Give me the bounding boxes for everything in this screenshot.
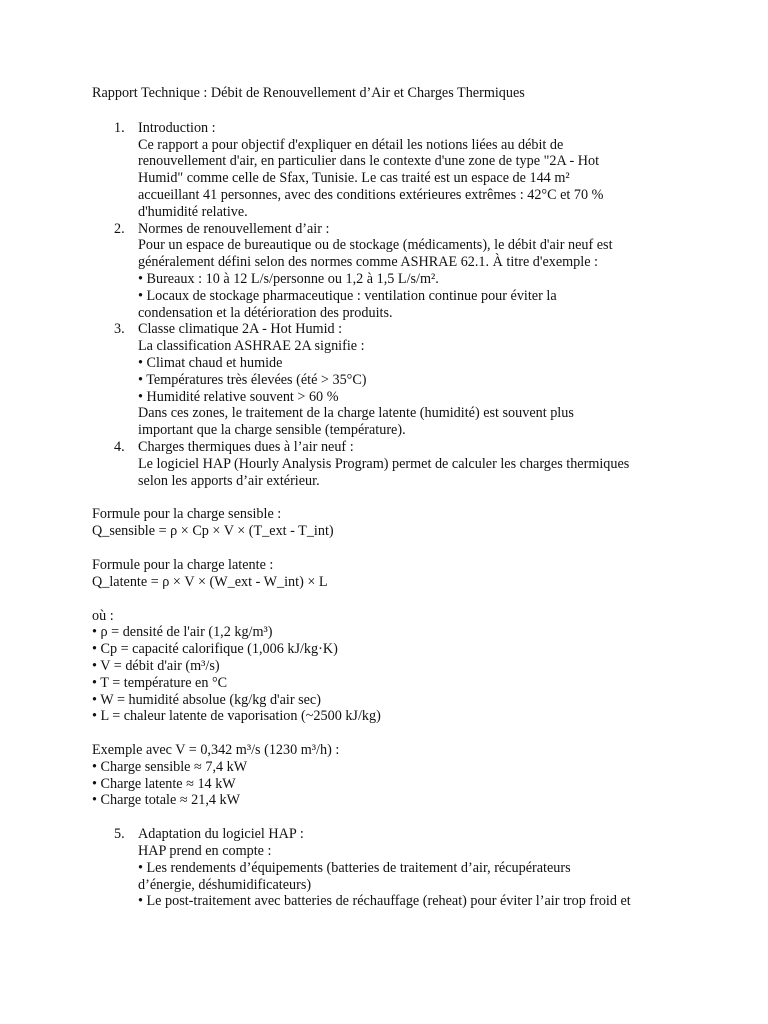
legend-item: • V = débit d'air (m³/s) [92, 657, 220, 674]
section-line: • Climat chaud et humide [138, 354, 283, 371]
example-label: Exemple avec V = 0,342 m³/s (1230 m³/h) : [92, 742, 340, 759]
section-number: 5. [114, 826, 125, 843]
section-line: Ce rapport a pour objectif d'expliquer en détail les notions liées au débit de [138, 136, 564, 153]
legend-item: • Cp = capacité calorifique (1,006 kJ/kg·K) [92, 641, 338, 658]
legend-label: où : [92, 607, 114, 624]
section-line: Pour un espace de bureautique ou de stockage (médicaments), le débit d'air neuf est [138, 237, 613, 254]
section-normes [92, 221, 692, 322]
section-line: Humid" comme celle de Sfax, Tunisie. Le cas traité est un espace de 144 m² [138, 170, 570, 187]
section-heading: Classe climatique 2A - Hot Humid : [138, 321, 343, 338]
section-number: 3. [114, 321, 125, 338]
example-item: • Charge totale ≈ 21,4 kW [92, 792, 241, 809]
section-line: La classification ASHRAE 2A signifie : [138, 338, 365, 355]
section-line: Dans ces zones, le traitement de la charge latente (humidité) est souvent plus [138, 405, 574, 422]
section-heading: Introduction : [138, 119, 216, 136]
section-line: renouvellement d'air, en particulier dans le contexte d'une zone de type "2A - Hot [138, 153, 600, 170]
example-item: • Charge sensible ≈ 7,4 kW [92, 758, 248, 775]
sensible-formula-block [92, 506, 692, 540]
legend-item: • W = humidité absolue (kg/kg d'air sec) [92, 691, 321, 708]
section-charges-thermiques [92, 439, 692, 489]
variables-legend [92, 608, 692, 726]
section-heading: Normes de renouvellement d’air : [138, 220, 330, 237]
latent-formula: Q_latente = ρ × V × (W_ext - W_int) × L [92, 573, 328, 590]
section-introduction [92, 120, 692, 221]
section-line: Le logiciel HAP (Hourly Analysis Program) permet de calculer les charges thermiques [138, 455, 630, 472]
document-page [92, 85, 692, 910]
section-line: • Humidité relative souvent > 60 % [138, 388, 339, 405]
section-line: généralement défini selon des normes comme ASHRAE 62.1. À titre d'exemple : [138, 254, 598, 271]
legend-item: • ρ = densité de l'air (1,2 kg/m³) [92, 624, 273, 641]
section-heading: Adaptation du logiciel HAP : [138, 826, 304, 843]
section-line: • Températures très élevées (été > 35°C) [138, 371, 367, 388]
section-line: selon les apports d’air extérieur. [138, 472, 320, 489]
numbered-sections [92, 120, 692, 490]
section-number: 4. [114, 438, 125, 455]
document-title: Rapport Technique : Débit de Renouvellement d’Air et Charges Thermiques [92, 85, 525, 101]
section-line: d’énergie, déshumidificateurs) [138, 876, 312, 893]
section-classe-climatique [92, 321, 692, 439]
section-line: condensation et la détérioration des produits. [138, 304, 393, 321]
latent-formula-label: Formule pour la charge latente : [92, 556, 274, 573]
section-line: important que la charge sensible (température). [138, 422, 406, 439]
section-line: • Locaux de stockage pharmaceutique : ventilation continue pour éviter la [138, 287, 557, 304]
example-item: • Charge latente ≈ 14 kW [92, 775, 236, 792]
sensible-formula-label: Formule pour la charge sensible : [92, 506, 282, 523]
sensible-formula: Q_sensible = ρ × Cp × V × (T_ext - T_int) [92, 523, 334, 540]
legend-item: • T = température en °C [92, 674, 228, 691]
legend-item: • L = chaleur latente de vaporisation (~2500 kJ/kg) [92, 708, 381, 725]
section-line: • Le post-traitement avec batteries de réchauffage (reheat) pour éviter l’air trop froid et [138, 893, 631, 910]
section-line: HAP prend en compte : [138, 843, 272, 860]
latent-formula-block [92, 557, 692, 591]
section-adaptation-hap [92, 826, 692, 910]
section-number: 2. [114, 220, 125, 237]
section-line: accueillant 41 personnes, avec des conditions extérieures extrêmes : 42°C et 70 % [138, 186, 604, 203]
section-line: d'humidité relative. [138, 203, 248, 220]
numbered-sections-continued [92, 826, 692, 910]
section-heading: Charges thermiques dues à l’air neuf : [138, 438, 354, 455]
example-block [92, 742, 692, 809]
section-line: • Les rendements d’équipements (batteries de traitement d’air, récupérateurs [138, 859, 571, 876]
section-line: • Bureaux : 10 à 12 L/s/personne ou 1,2 à 1,5 L/s/m². [138, 270, 439, 287]
section-number: 1. [114, 119, 125, 136]
